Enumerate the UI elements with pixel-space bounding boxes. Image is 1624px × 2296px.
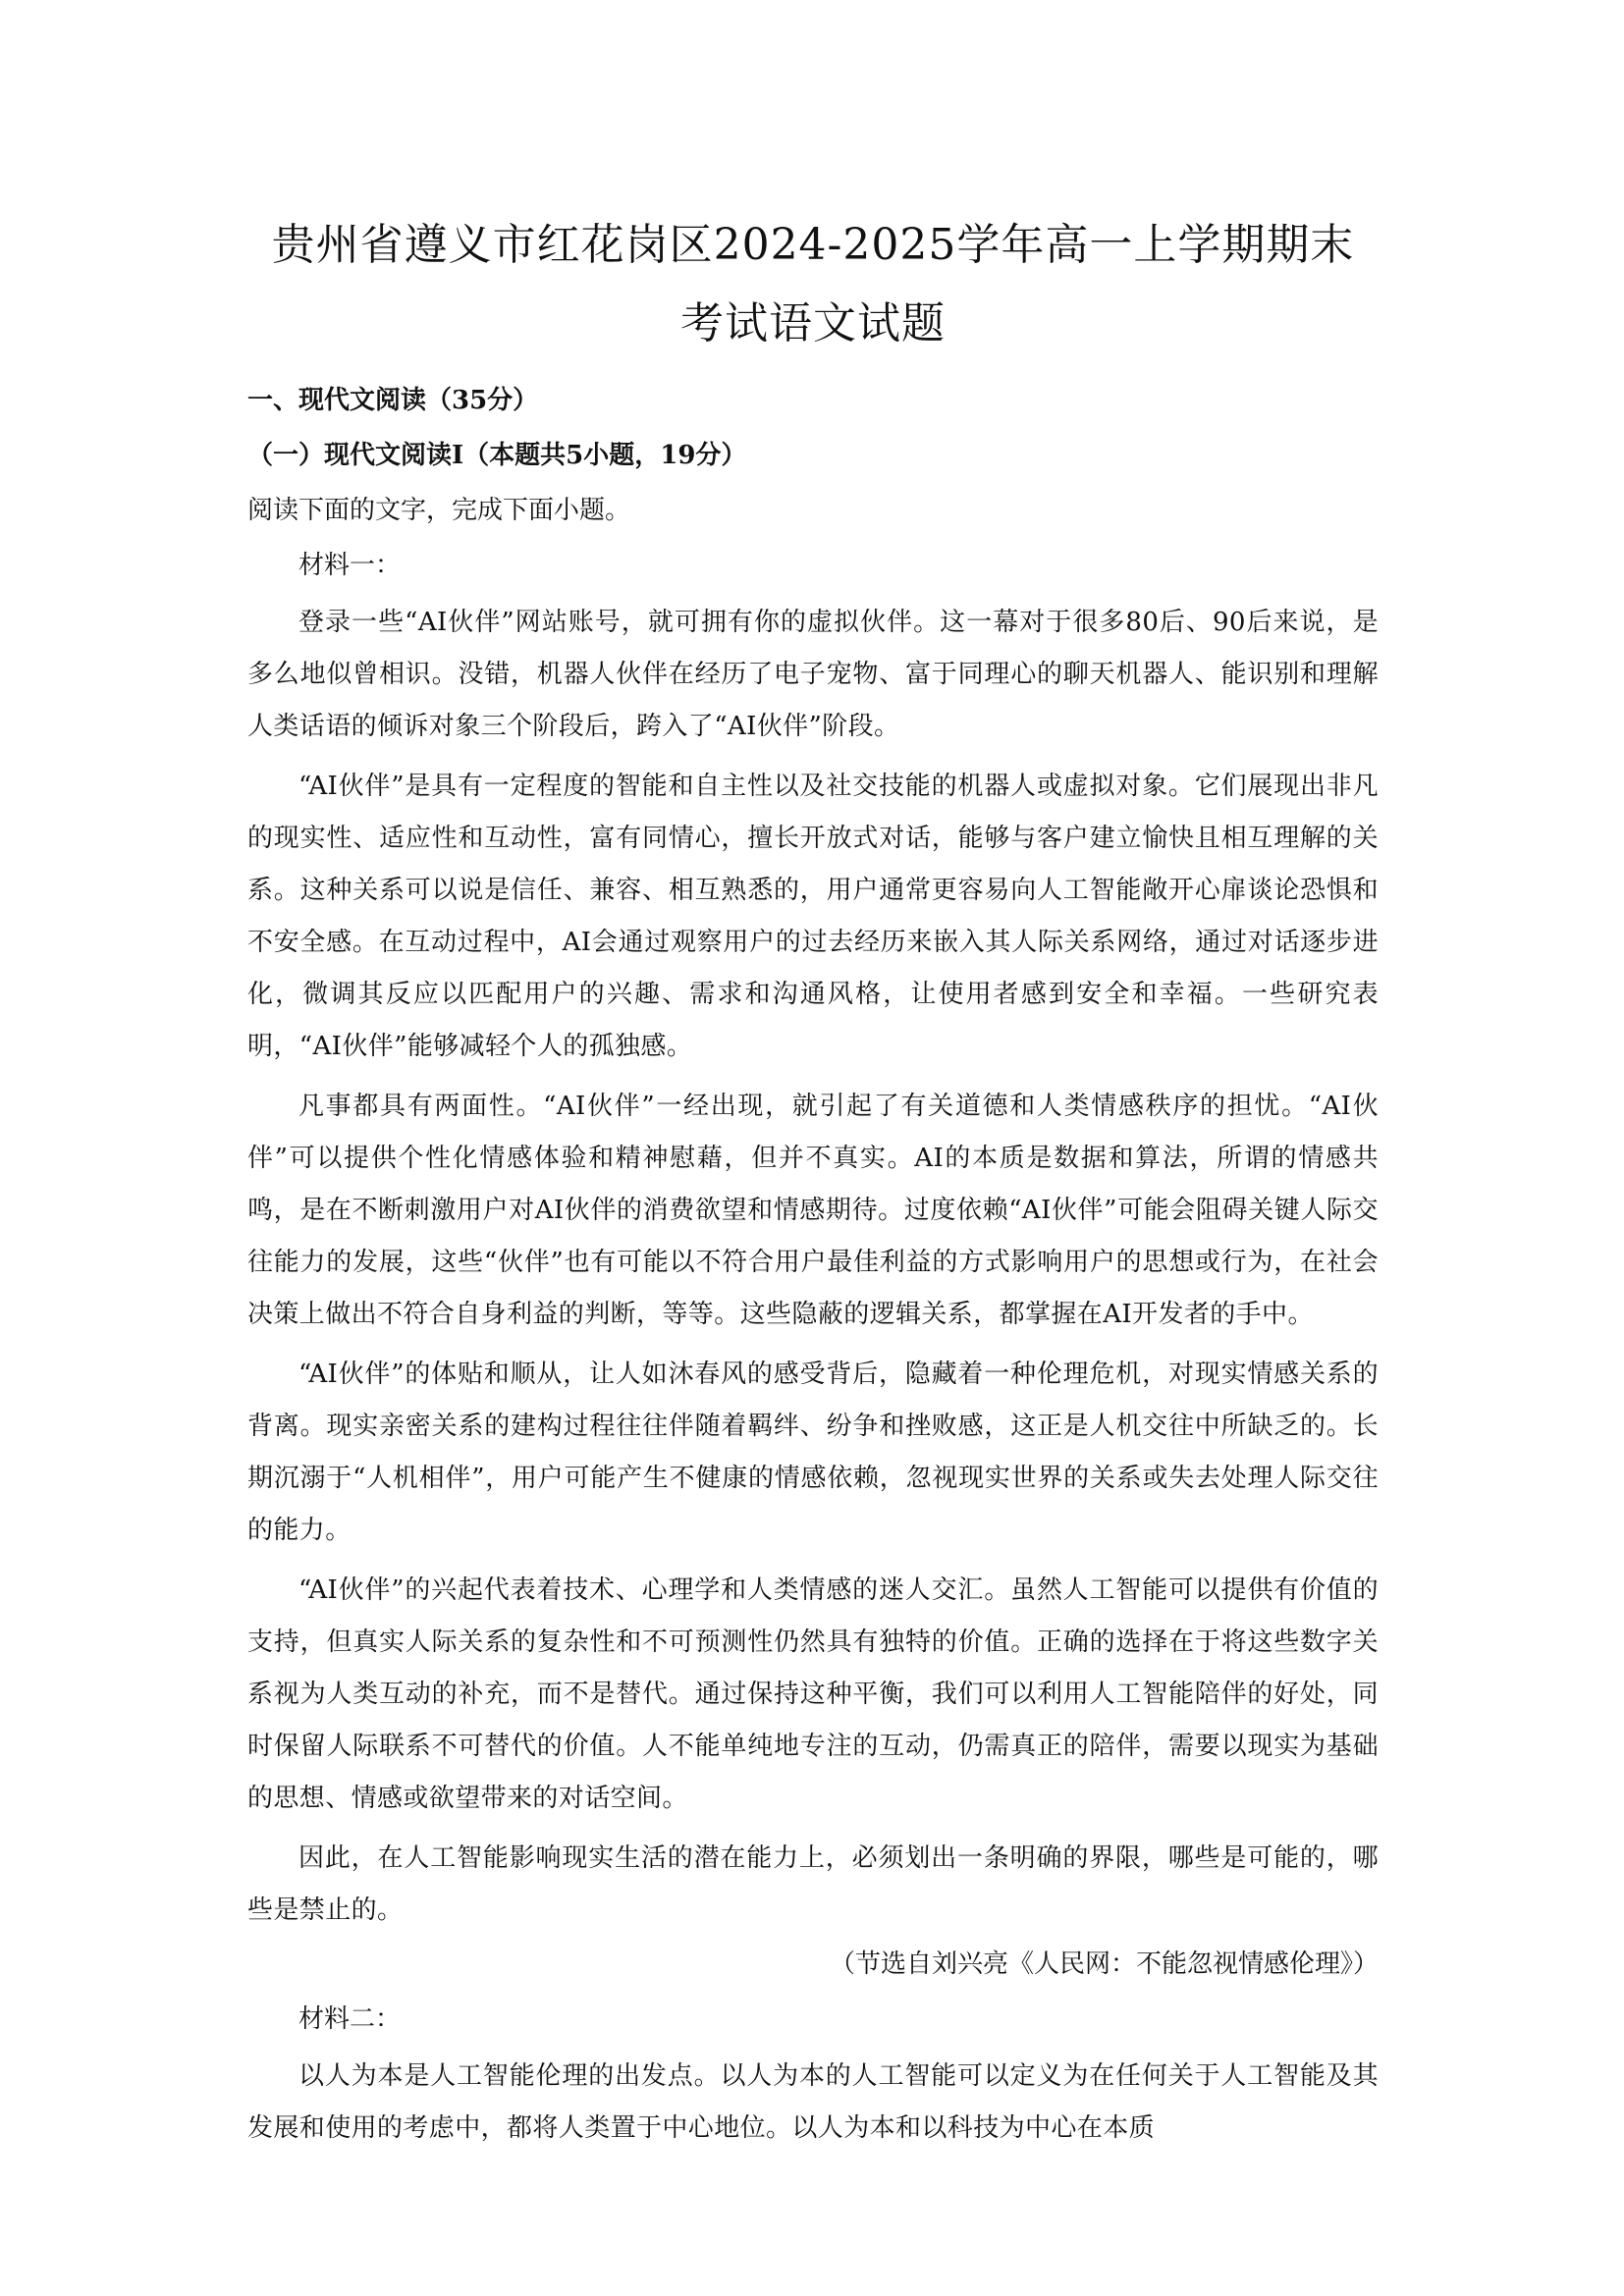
material-1-label: 材料一： (298, 551, 402, 580)
material-2-paragraph: 以人为本是人工智能伦理的出发点。以人为本的人工智能可以定义为在任何关于人工智能及其发展和使用的考虑中，都将人类置于中心地位。以人为本和以科技为中心在本质 (247, 2061, 1379, 2143)
exam-page (247, 206, 1379, 2155)
material-1-paragraph: “AI伙伴”是具有一定程度的智能和自主性以及社交技能的机器人或虚拟对象。它们展现出非凡的现实性、适应性和互动性，富有同情心，擅长开放式对话，能够与客户建立愉快且相互理解的关系。这种关系可以说是信任、兼容、相互熟悉的，用户通常更容易向人工智能敞开心扉谈论恐惧和不安全感。在互动过程中，AI会通过观察用户的过去经历来嵌入其人际关系网络，通过对话逐步进化，微调其反应以匹配用户的兴趣、需求和沟通风格，让使用者感到安全和幸福。一些研究表明，“AI伙伴”能够减轻个人的孤独感。 (247, 772, 1379, 1061)
sub-section-heading: （一）现代文阅读Ⅰ（本题共5小题，19分） (247, 441, 747, 470)
exam-title (247, 206, 1379, 363)
section-heading: 一、现代文阅读（35分） (247, 386, 539, 415)
material-1-source: （节选自刘兴亮《人民网：不能忽视情感伦理》） (829, 1949, 1379, 1979)
material-2-label: 材料二： (298, 2004, 402, 2034)
material-1-paragraph: “AI伙伴”的兴起代表着技术、心理学和人类情感的迷人交汇。虽然人工智能可以提供有价值的支持，但真实人际关系的复杂性和不可预测性仍然具有独特的价值。正确的选择在于将这些数字关系视为人类互动的补充，而不是替代。通过保持这种平衡，我们可以利用人工智能陪伴的好处，同时保留人际联系不可替代的价值。人不能单纯地专注的互动，仍需真正的陪伴，需要以现实为基础的思想、情感或欲望带来的对话空间。 (247, 1575, 1379, 1813)
material-1-paragraph: 登录一些“AI伙伴”网站账号，就可拥有你的虚拟伙伴。这一幕对于很多80后、90后来说，是多么地似曾相识。没错，机器人伙伴在经历了电子宠物、富于同理心的聊天机器人、能识别和理解人类话语的倾诉对象三个阶段后，跨入了“AI伙伴”阶段。 (247, 608, 1379, 741)
material-1-paragraph: 因此，在人工智能影响现实生活的潜在能力上，必须划出一条明确的界限，哪些是可能的，哪些是禁止的。 (247, 1843, 1379, 1925)
reading-instruction: 阅读下面的文字，完成下面小题。 (247, 496, 631, 525)
material-1-paragraph: “AI伙伴”的体贴和顺从，让人如沐春风的感受背后，隐藏着一种伦理危机，对现实情感关系的背离。现实亲密关系的建构过程往往伴随着羁绊、纷争和挫败感，这正是人机交往中所缺乏的。长期沉溺于“人机相伴”，用户可能产生不健康的情感依赖，忽视现实世界的关系或失去处理人际交往的能力。 (247, 1360, 1379, 1545)
exam-title-line-2: 考试语文试题 (680, 298, 946, 348)
material-1-paragraph: 凡事都具有两面性。“AI伙伴”一经出现，就引起了有关道德和人类情感秩序的担忧。“AI伙伴”可以提供个性化情感体验和精神慰藉，但并不真实。AI的本质是数据和算法，所谓的情感共鸣，是在不断刺激用户对AI伙伴的消费欲望和情感期待。过度依赖“AI伙伴”可能会阻碍关键人际交往能力的发展，这些“伙伴”也有可能以不符合用户最佳利益的方式影响用户的思想或行为，在社会决策上做出不符合自身利益的判断，等等。这些隐蔽的逻辑关系，都掌握在AI开发者的手中。 (247, 1092, 1379, 1329)
exam-title-line-1: 贵州省遵义市红花岗区2024-2025学年高一上学期期末 (271, 220, 1355, 270)
